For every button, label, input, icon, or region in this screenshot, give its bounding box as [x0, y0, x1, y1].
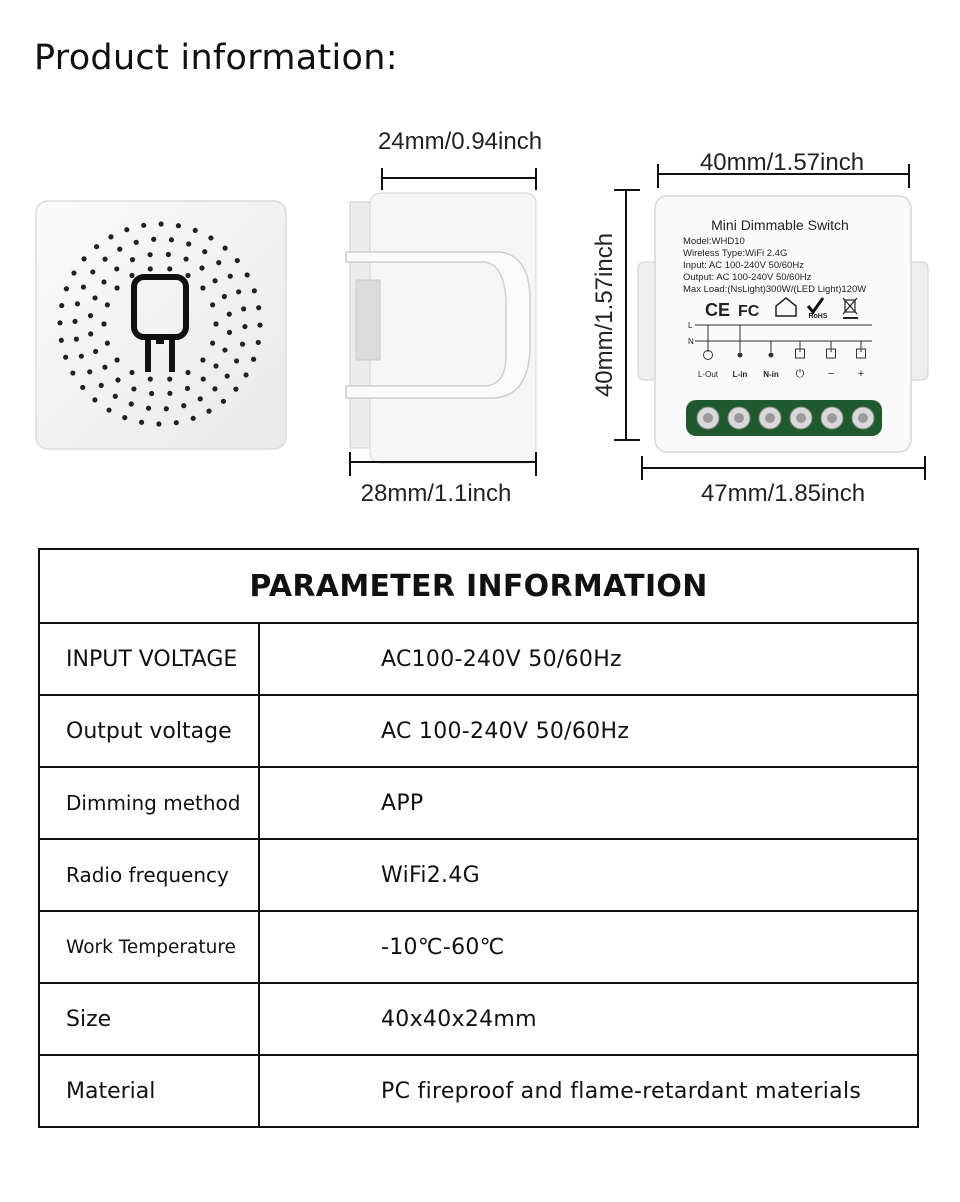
- speaker-dot: [198, 396, 203, 401]
- speaker-dot: [216, 260, 221, 265]
- speaker-dot: [79, 354, 84, 359]
- speaker-dot: [92, 397, 97, 402]
- speaker-dot: [256, 340, 261, 345]
- speaker-dot: [234, 358, 239, 363]
- terminal-label: +: [857, 368, 865, 380]
- speaker-dot: [222, 347, 227, 352]
- parameter-table: [38, 548, 919, 1128]
- side-width-label: 24mm/0.94inch: [377, 128, 543, 155]
- speaker-dot: [185, 386, 190, 391]
- speaker-dot: [141, 223, 146, 228]
- rohs-mark: RoHS: [808, 313, 828, 320]
- speaker-dot: [166, 252, 171, 257]
- speaker-dot: [167, 391, 172, 396]
- speaker-dot: [108, 234, 113, 239]
- product-dimension-figure: [0, 110, 960, 530]
- speaker-dot: [242, 324, 247, 329]
- speaker-dot: [183, 256, 188, 261]
- speaker-dot: [88, 313, 93, 318]
- speaker-dot: [113, 394, 118, 399]
- param-value: AC100-240V 50/60Hz: [259, 623, 918, 695]
- screw-head: [796, 413, 806, 423]
- terminal-label: L-Out: [697, 370, 719, 379]
- speaker-dot: [201, 376, 206, 381]
- speaker-dot: [59, 338, 64, 343]
- param-value: AC 100-240V 50/60Hz: [259, 695, 918, 767]
- speaker-dot: [200, 357, 205, 362]
- spec-line: Model:WHD10: [683, 236, 745, 247]
- speaker-dot: [186, 241, 191, 246]
- wire-label-l: L: [688, 321, 693, 330]
- param-key: Dimming method: [39, 767, 259, 839]
- terminal-dot: [738, 353, 743, 358]
- param-key: Material: [39, 1055, 259, 1127]
- table-heading: PARAMETER INFORMATION: [39, 549, 918, 623]
- side-depth-label: 28mm/1.1inch: [360, 480, 512, 507]
- speaker-dot: [64, 286, 69, 291]
- speaker-dot: [181, 403, 186, 408]
- speaker-dot: [185, 273, 190, 278]
- speaker-dot: [208, 235, 213, 240]
- screw-head: [765, 413, 775, 423]
- speaker-dot: [193, 228, 198, 233]
- speaker-dot: [88, 331, 93, 336]
- spec-line: Wireless Type:WiFi 2.4G: [683, 248, 788, 259]
- speaker-dot: [191, 416, 196, 421]
- speaker-dot: [72, 319, 77, 324]
- speaker-dot: [139, 420, 144, 425]
- speaker-dot: [252, 288, 257, 293]
- speaker-dot: [101, 279, 106, 284]
- speaker-dot: [90, 269, 95, 274]
- param-value: WiFi2.4G: [259, 839, 918, 911]
- table-row: [39, 839, 918, 911]
- speaker-dot: [174, 420, 179, 425]
- speaker-dot: [222, 294, 227, 299]
- speaker-dot: [105, 341, 110, 346]
- speaker-dot: [241, 306, 246, 311]
- speaker-dot: [212, 278, 217, 283]
- table-row: [39, 623, 918, 695]
- speaker-dot: [131, 386, 136, 391]
- speaker-dot: [213, 363, 218, 368]
- speaker-dot: [199, 265, 204, 270]
- speaker-dot: [114, 266, 119, 271]
- speaker-dot: [94, 244, 99, 249]
- speaker-dot: [149, 391, 154, 396]
- terminal-label: L-in: [732, 370, 748, 379]
- speaker-dot: [134, 240, 139, 245]
- speaker-dot: [169, 237, 174, 242]
- speaker-dot: [228, 274, 233, 279]
- speaker-dot: [233, 387, 238, 392]
- ce-mark: CE: [705, 300, 731, 320]
- speaker-dot: [212, 386, 217, 391]
- screw-head: [827, 413, 837, 423]
- speaker-dot: [167, 377, 172, 382]
- table-row: [39, 1055, 918, 1127]
- speaker-dot: [81, 284, 86, 289]
- speaker-dot: [59, 303, 64, 308]
- speaker-dot: [243, 372, 248, 377]
- param-key: Radio frequency: [39, 839, 259, 911]
- param-value: 40x40x24mm: [259, 983, 918, 1055]
- speaker-dot: [129, 370, 134, 375]
- speaker-dot: [101, 321, 106, 326]
- speaker-dot: [74, 337, 79, 342]
- speaker-dot: [225, 373, 230, 378]
- speaker-dot: [87, 369, 92, 374]
- product-name: Mini Dimmable Switch: [711, 217, 849, 233]
- speaker-dot: [223, 246, 228, 251]
- speaker-dot: [206, 409, 211, 414]
- speaker-dot: [75, 301, 80, 306]
- terminal-label: N-in: [763, 370, 779, 379]
- fc-mark: FC: [738, 303, 760, 320]
- table-header-row: [39, 549, 918, 623]
- speaker-dot: [148, 266, 153, 271]
- speaker-dot: [70, 370, 75, 375]
- speaker-dot: [102, 257, 107, 262]
- speaker-dot: [202, 249, 207, 254]
- table-row: [39, 695, 918, 767]
- table-row: [39, 767, 918, 839]
- speaker-dot: [63, 355, 68, 360]
- speaker-dot: [251, 357, 256, 362]
- speaker-dot: [115, 285, 120, 290]
- speaker-dot: [227, 330, 232, 335]
- speaker-dot: [221, 399, 226, 404]
- speaker-dot: [227, 312, 232, 317]
- speaker-dot: [257, 322, 262, 327]
- speaker-dot: [102, 365, 107, 370]
- param-key: Size: [39, 983, 259, 1055]
- terminal-label: −: [827, 368, 835, 380]
- speaker-dot: [115, 377, 120, 382]
- label-outer-width-label: 47mm/1.85inch: [700, 480, 866, 507]
- speaker-dot: [240, 342, 245, 347]
- speaker-dot: [124, 227, 129, 232]
- speaker-dot: [71, 270, 76, 275]
- speaker-dot: [235, 258, 240, 263]
- side-view-device: [346, 128, 542, 507]
- spec-line: Input: AC 100-240V 50/60Hz: [683, 260, 804, 271]
- speaker-dot: [105, 302, 110, 307]
- speaker-dot: [148, 377, 153, 382]
- label-height-label: 40mm/1.57inch: [591, 232, 618, 398]
- speaker-dot: [167, 266, 172, 271]
- param-value: -10℃-60℃: [259, 911, 918, 983]
- param-value: APP: [259, 767, 918, 839]
- speaker-dot: [210, 341, 215, 346]
- screw-head: [734, 413, 744, 423]
- speaker-dot: [164, 406, 169, 411]
- speaker-dot: [256, 305, 261, 310]
- speaker-dot: [129, 273, 134, 278]
- speaker-dot: [122, 415, 127, 420]
- speaker-dot: [82, 256, 87, 261]
- screw-head: [858, 413, 868, 423]
- label-view-device: [591, 149, 928, 507]
- speaker-dot: [99, 383, 104, 388]
- speaker-dot: [115, 357, 120, 362]
- table-row: [39, 983, 918, 1055]
- speaker-dot: [200, 285, 205, 290]
- speaker-dot: [176, 223, 181, 228]
- page-title: Product information:: [34, 38, 398, 78]
- spec-line: Output: AC 100-240V 50/60Hz: [683, 272, 812, 283]
- speaker-dot: [210, 302, 215, 307]
- terminal-label: ⏻: [795, 368, 805, 380]
- speaker-dot: [93, 349, 98, 354]
- param-key: Work Temperature: [39, 911, 259, 983]
- speaker-dot: [80, 385, 85, 390]
- speaker-dot: [129, 401, 134, 406]
- speaker-dot: [130, 257, 135, 262]
- speaker-dot: [185, 370, 190, 375]
- speaker-dot: [117, 247, 122, 252]
- speaker-dot: [158, 221, 163, 226]
- param-value: PC fireproof and flame-retardant materials: [259, 1055, 918, 1127]
- speaker-dot: [92, 295, 97, 300]
- speaker-dot: [213, 321, 218, 326]
- terminal-dot: [769, 353, 774, 358]
- label-width-label: 40mm/1.57inch: [699, 149, 865, 176]
- speaker-dot: [146, 406, 151, 411]
- wire-label-n: N: [688, 337, 694, 346]
- screw-head: [703, 413, 713, 423]
- speaker-dot: [236, 289, 241, 294]
- front-view-device: [36, 201, 286, 449]
- param-key: Output voltage: [39, 695, 259, 767]
- speaker-dot: [156, 421, 161, 426]
- speaker-dot: [148, 252, 153, 257]
- speaker-dot: [151, 237, 156, 242]
- param-key: INPUT VOLTAGE: [39, 623, 259, 695]
- spec-line: Max Load:(NsLight)300W/(LED Light)120W: [683, 284, 867, 295]
- table-row: [39, 911, 918, 983]
- speaker-dot: [106, 407, 111, 412]
- speaker-dot: [57, 320, 62, 325]
- speaker-dot: [245, 272, 250, 277]
